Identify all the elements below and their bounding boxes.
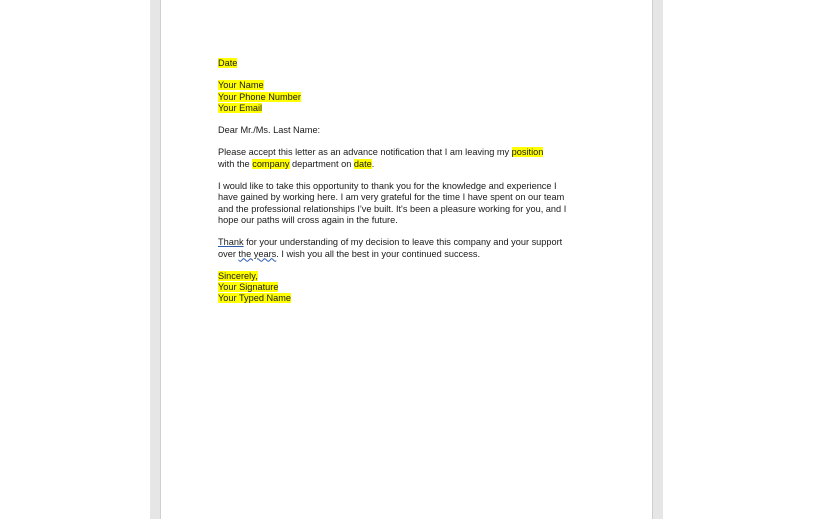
paragraph-3-text: over: [218, 248, 239, 259]
spacer: [218, 226, 598, 237]
paragraph-3-line-1: [218, 237, 598, 248]
paragraph-3-text: . I wish you all the best in your continued success.: [276, 248, 480, 259]
paragraph-3-text: for your understanding of my decision to leave this company and your support: [243, 237, 563, 248]
paragraph-1-text: with the: [218, 158, 253, 169]
sender-name-placeholder: Your Name: [218, 80, 264, 91]
paragraph-2-line-1: I would like to take this opportunity to thank you for the knowledge and experience I: [218, 181, 557, 192]
spacer: [218, 69, 598, 80]
typed-name-placeholder: Your Typed Name: [218, 293, 292, 304]
sender-name-line: [218, 80, 598, 91]
the-years-spellcheck-flag[interactable]: the years: [238, 248, 277, 259]
spacer: [218, 170, 598, 181]
sender-phone-placeholder: Your Phone Number: [218, 91, 301, 102]
spacer: [218, 260, 598, 271]
thank-word-underlined[interactable]: Thank: [218, 237, 244, 248]
spacer: [218, 136, 598, 147]
sender-email-placeholder: Your Email: [218, 102, 263, 113]
signature-line: [218, 282, 598, 293]
paragraph-1-line-2: [218, 159, 598, 170]
spacer: [218, 114, 598, 125]
paragraph-1-line-1: [218, 147, 598, 158]
company-placeholder: company: [252, 158, 290, 169]
paragraph-1-text: .: [371, 158, 375, 169]
position-placeholder: position: [511, 147, 544, 158]
paragraph-1-text: department on: [289, 158, 354, 169]
left-page-gutter: [150, 0, 161, 519]
paragraph-2-line-4: hope our paths will cross again in the future.: [218, 214, 398, 225]
paragraph-2-line-3: and the professional relationships I've built. It's been a pleasure working for you, and I: [218, 203, 567, 214]
date-placeholder: Date: [218, 58, 238, 68]
paragraph-3-line-2: [218, 249, 598, 260]
sender-email-line: [218, 103, 598, 114]
document-page[interactable]: [161, 0, 652, 519]
closing-line: [218, 271, 598, 282]
sender-phone-line: [218, 92, 598, 103]
paragraph-2-line-2: have gained by working here. I am very grateful for the time I have spent on our team: [218, 192, 565, 203]
right-page-gutter: [652, 0, 663, 519]
typed-name-line: [218, 293, 598, 304]
letter-body[interactable]: [218, 58, 598, 305]
paragraph-1-text: Please accept this letter as an advance notification that I am leaving my: [218, 147, 512, 158]
leave-date-placeholder: date: [353, 158, 372, 169]
closing-sincerely: Sincerely,: [218, 270, 258, 281]
signature-placeholder: Your Signature: [218, 282, 279, 293]
date-line: [218, 58, 598, 69]
salutation: Dear Mr./Ms. Last Name:: [218, 125, 321, 136]
